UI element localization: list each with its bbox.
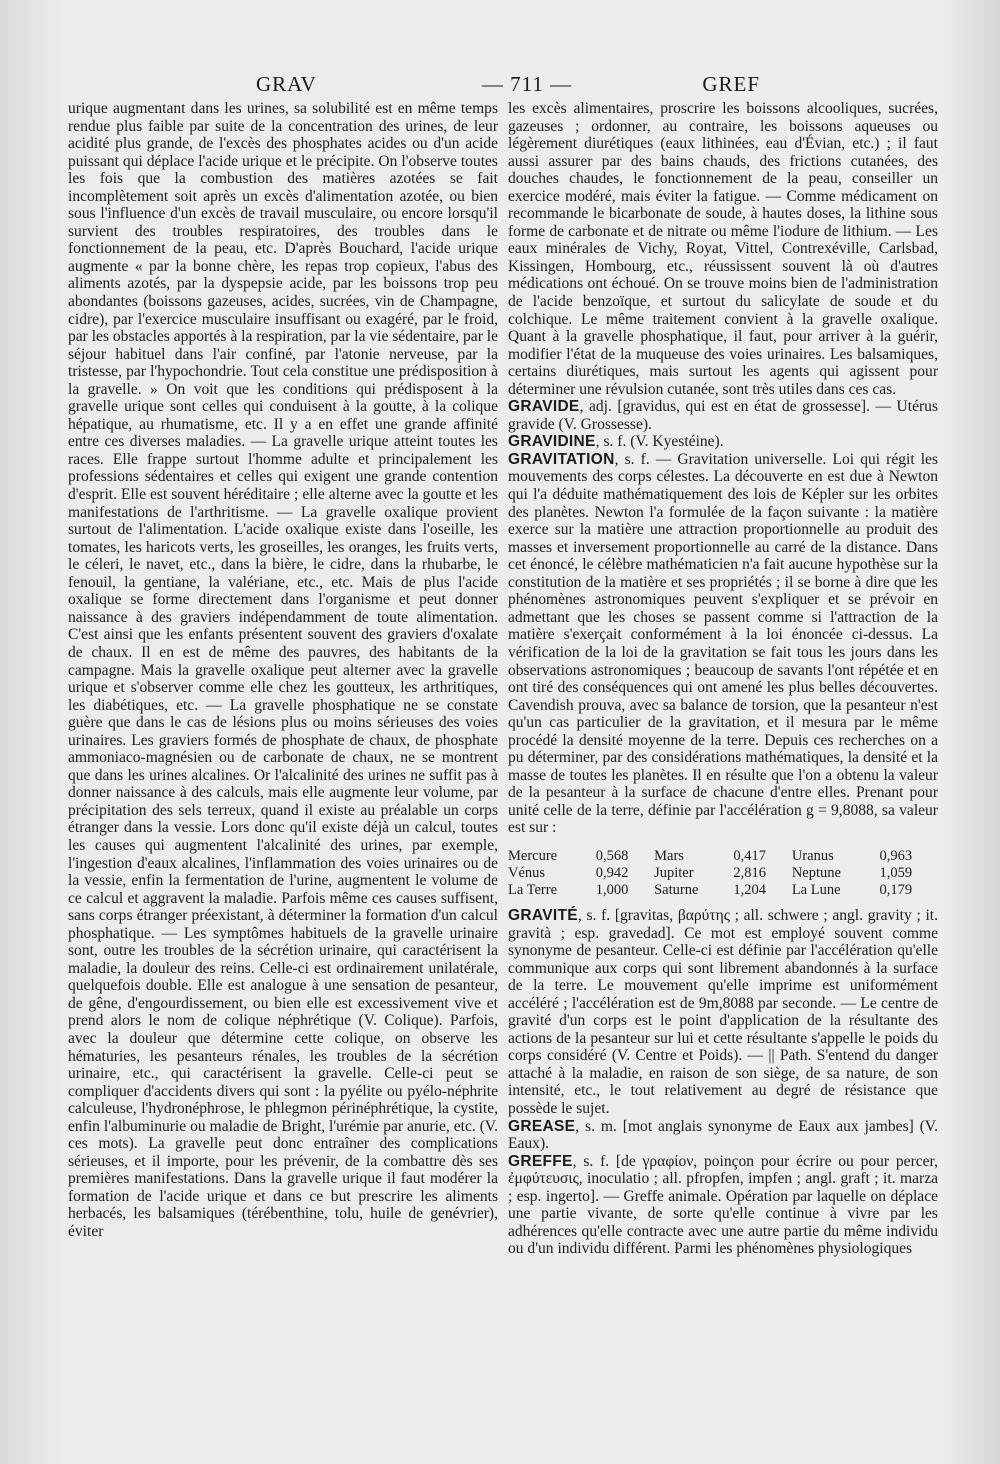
entry-gravite <box>508 907 938 1118</box>
headword-gravitation: GRAVITATION <box>508 450 615 468</box>
planet-name: Vénus <box>508 864 546 881</box>
planet-name: Uranus <box>791 847 834 864</box>
planet-value: 1,204 <box>733 881 767 898</box>
planet-value: 2,816 <box>733 864 767 881</box>
planet-value: 1,000 <box>595 881 629 898</box>
gravide-definition: , adj. [gravidus, qui est en état de grossesse]. — Utérus gravide (V. Grossesse). <box>508 398 938 433</box>
planet-name: Mercure <box>508 847 558 864</box>
left-column <box>68 100 498 1241</box>
greffe-definition: , s. f. [de γραφίον, poinçon pour écrire ou pour percer, ἐμφύτευσις, inoculatio ; all. pfropfen, impfen ; angl. graft ; it. marza ; esp. ingerto]. — Greffe animale. Opération par laquelle on déplace une partie vivante, de sorte qu'elle continue à vivre par les adhérences qu'elle contracte avec une autre partie du même individu ou d'un individu différent. Parmi les phénomènes physiologiques <box>508 1152 938 1258</box>
planet-name: Jupiter <box>654 864 694 881</box>
gravelle-continuation-paragraph: urique augmentant dans les urines, sa solubilité est en même temps rendue plus faible par suite de la concentration des urines, de leur acidité plus grande, de l'excès des phosphates acides ou d'un acide puissant qui déplace l'acide urique et le précipite. On l'observe toutes les fois que la combustion des matières azotées se fait incomplètement soit après un excès d'alimentation azotée, ou bien sous l'influence d'un excès de travail musculaire, ou encore lorsqu'il survient des troubles respiratoires, des troubles dans le fonctionnement de la peau, etc. D'après Bouchard, l'acide urique augmente « par la bonne chère, les repas trop copieux, l'abus des aliments azotés, par la dyspepsie acide, par les boissons trop peu abondantes (boissons gazeuses, acides, sucrées, vin de Champagne, cidre), par l'exercice musculaire insuffisant ou exagéré, par le froid, par les obstacles apportés à la respiration, par la vie sédentaire, par le séjour habituel dans l'air confiné, par l'atonie nerveuse, par la tristesse, par l'hypochondrie. Tout cela constitue une prédisposition à la gravelle. » On voit que les conditions qui prédisposent à la gravelle urique sont celles qui conduisent à la goutte, à la colique hépatique, au rhumatisme, etc. Il y a en effet une grande affinité entre ces diverses maladies. — La gravelle urique atteint toutes les races. Elle frappe surtout l'homme adulte et principalement les professions sédentaires et celles qui exigent une grande contention d'esprit. Elle est souvent héréditaire ; elle alterne avec la goutte et les manifestations de l'arthritisme. — La gravelle oxalique provient surtout de l'alimentation. L'acide oxalique existe dans l'oseille, les tomates, les haricots verts, les groseilles, les oranges, les fruits verts, le céleri, le navet, etc., dans la bière, le cidre, dans la rhubarbe, le fenouil, la gentiane, la valériane, etc., etc. Mais de plus l'acide oxalique se forme directement dans l'organisme et peut donner naissance à des graviers indépendamment de toute alimentation. C'est ainsi que les enfants présentent souvent des graviers d'oxalate de chaux. Il en est de même des pauvres, des habitants de la campagne. Mais la gravelle oxalique peut alterner avec la gravelle urique et s'observer comme elle chez les goutteux, les arthritiques, les diabétiques, etc. — La gravelle phosphatique ne se constate guère que dans le cas de lésions plus ou moins sérieuses des voies urinaires. Les graviers formés de phosphate de chaux, de phosphate ammoniaco-magnésien ou de carbonate de chaux, ne se montrent que dans les urines alcalines. Or l'alcalinité des urines ne suffit pas à donner naissance à des calculs, mais elle augmente leur volume, par précipitation des sels terreux, quand il existe au préalable un corps étranger dans la vessie. Lors donc qu'il existe déjà un calcul, toutes les causes qui augmentent l'alcalinité des urines, par exemple, l'ingestion d'eaux alcalines, l'inflammation des voies urinaires ou de la vessie, enfin la fermentation de l'urine, augmentent le volume de ce calcul et aggravent la maladie. Parfois même ces causes suffisent, sans corps étranger préexistant, à déterminer la formation d'un calcul phosphatique. — Les symptômes habituels de la gravelle urinaire sont, outre les troubles de la sécrétion urinaire, qui caractérisent la maladie, la douleur des reins. Celle-ci est ordinairement unilatérale, quelquefois double. Elle est analogue à une sensation de pesanteur, de gêne, d'engourdissement, ou bien elle est excessivement vive et prend alors le nom de colique néphrétique (V. Colique). Parfois, avec la douleur que détermine cette colique, on observe les hématuries, les pesanteurs rénales, les troubles de la sécrétion urinaire, etc., qui caractérisent la gravelle. Celle-ci peut se compliquer d'accidents divers qui sont : la pyélite ou pyélo-néphrite calculeuse, l'hydronéphrose, le phlegmon périnéphrétique, la cystite, enfin l'albuminurie ou maladie de Bright, l'urémie par anurie, etc. (V. ces mots). La gravelle peut donc entraîner des complications sérieuses, et il importe, pour les prévenir, de la combattre dès ses premières manifestations. Dans la gravelle urique il faut modérer la formation de l'acide urique et dans ce but prescrire les aliments herbacés, les balsamiques (térébenthine, tolu, huile de genévrier), éviter <box>68 100 498 1240</box>
table-row <box>508 848 938 865</box>
headword-grease: GREASE <box>508 1117 576 1135</box>
planet-gravity-table <box>508 848 938 899</box>
entry-grease <box>508 1118 938 1153</box>
gravidine-definition: , s. f. (V. Kyestéine). <box>595 433 724 451</box>
header-left-guide-word: GRAV <box>256 72 317 96</box>
planet-value: 0,568 <box>595 847 629 864</box>
table-row <box>508 882 938 899</box>
planet-value: 0,942 <box>595 864 629 881</box>
headword-gravite: GRAVITÉ <box>508 906 578 924</box>
gravitation-definition: , s. f. — Gravitation universelle. Loi qui régit les mouvements des corps célestes. La découverte en est due à Newton qui l'a déduite mathématiquement des lois de Képler sur les orbites des planètes. Newton l'a formulée de la façon suivante : la matière exerce sur la matière une attraction proportionnelle au produit des masses et inversement proportionnelle au carré de la distance. Dans cet énoncé, le célèbre mathématicien n'a fait aucune hypothèse sur la constitution de la matière et ses propriétés ; il se borne à dire que les phénomènes astronomiques peuvent s'expliquer et se prévoir en admettant que les choses se passent comme si l'attraction de la matière s'exerçait conformément à la loi énoncée ci-dessus. La vérification de la loi de la gravitation se fait tous les jours dans les observations astronomiques ; beaucoup de savants l'ont répétée et en ont tiré des conséquences qui ont amené les plus belles découvertes. Cavendish prouva, avec sa balance de torsion, que la pesanteur n'est qu'un cas particulier de la gravitation, et il mesura par le même procédé la densité moyenne de la terre. Depuis ces recherches on a pu déterminer, par des considérations mathématiques, la densité et la masse de toutes les planètes. Il en résulte que l'on a obtenu la valeur de la pesanteur à la surface de chacune d'entre elles. Prenant pour unité celle de la terre, définie par l'accélération g = 9,8088, sa valeur est sur : <box>508 450 938 837</box>
headword-greffe: GREFFE <box>508 1152 573 1170</box>
planet-value: 0,417 <box>733 847 767 864</box>
planet-value: 0,963 <box>879 847 913 864</box>
entry-gravide <box>508 398 938 433</box>
grease-definition: , s. m. [mot anglais synonyme de Eaux aux jambes] (V. Eaux). <box>508 1117 938 1153</box>
entry-gravidine <box>508 433 938 451</box>
table-row <box>508 865 938 882</box>
header-right-guide-word: GREF <box>702 72 760 96</box>
page-number: — 711 — <box>481 72 573 96</box>
planet-name: Mars <box>654 847 684 864</box>
planet-name: La Lune <box>791 881 841 898</box>
entry-gravitation <box>508 451 938 837</box>
gravelle-treatment-paragraph: les excès alimentaires, proscrire les boissons alcooliques, sucrées, gazeuses ; ordonner, au contraire, les boissons aqueuses ou légèrement diurétiques (eaux lithinées, eau d'Évian, etc.) ; il faut aussi assurer par des bains chauds, des frictions cutanées, des douches chaudes, le fonctionnement de la peau, conseiller un exercice modéré, mais éviter la fatigue. — Comme médicament on recommande le bicarbonate de soude, à hautes doses, la lithine sous forme de carbonate et de nitrate ou même l'iodure de lithium. — Les eaux minérales de Vichy, Royat, Vittel, Contrexéville, Carlsbad, Kissingen, Hombourg, etc., réussissent souvent là où d'autres médications ont échoué. On se trouve moins bien de l'administration de l'acide benzoïque, et surtout du salicylate de soude et du colchique. Le même traitement convient à la gravelle oxalique. Quant à la gravelle phosphatique, il faut, pour arriver à la guérir, modifier l'état de la muqueuse des voies urinaires. Les balsamiques, certains diurétiques, mais surtout les agents qui agissent pour déterminer une révulsion cutanée, sont très utiles dans ces cas. <box>508 100 938 398</box>
planet-name: Neptune <box>791 864 841 881</box>
right-column <box>508 100 938 1258</box>
planet-value: 1,059 <box>879 864 913 881</box>
headword-gravide: GRAVIDE <box>508 398 580 416</box>
entry-greffe <box>508 1153 938 1258</box>
headword-gravidine: GRAVIDINE <box>508 433 596 451</box>
planet-name: Saturne <box>654 881 699 898</box>
planet-name: La Terre <box>508 881 558 898</box>
running-header <box>60 72 940 98</box>
planet-value: 0,179 <box>879 881 913 898</box>
gravite-definition: , s. f. [gravitas, βαρύτης ; all. schwere ; angl. gravity ; it. gravità ; esp. gravedad]. Ce mot est employé souvent comme synonyme de pesanteur. Celle-ci est définie par l'accélération qu'elle communique aux corps qui sont librement abandonnés à la surface de la terre. Le mouvement qu'elle imprime est uniformément accéléré ; l'accélération est de 9m,8088 par seconde. — Le centre de gravité d'un corps est le point d'application de la résultante des actions de la pesanteur sur lui et cette résultante s'appelle le poids du corps considéré (V. Centre et Poids). — || Path. S'entend du danger attaché à la maladie, en raison de son siège, de sa nature, de son intensité, etc., le tout relativement au degré de résistance que possède le sujet. <box>508 906 938 1117</box>
